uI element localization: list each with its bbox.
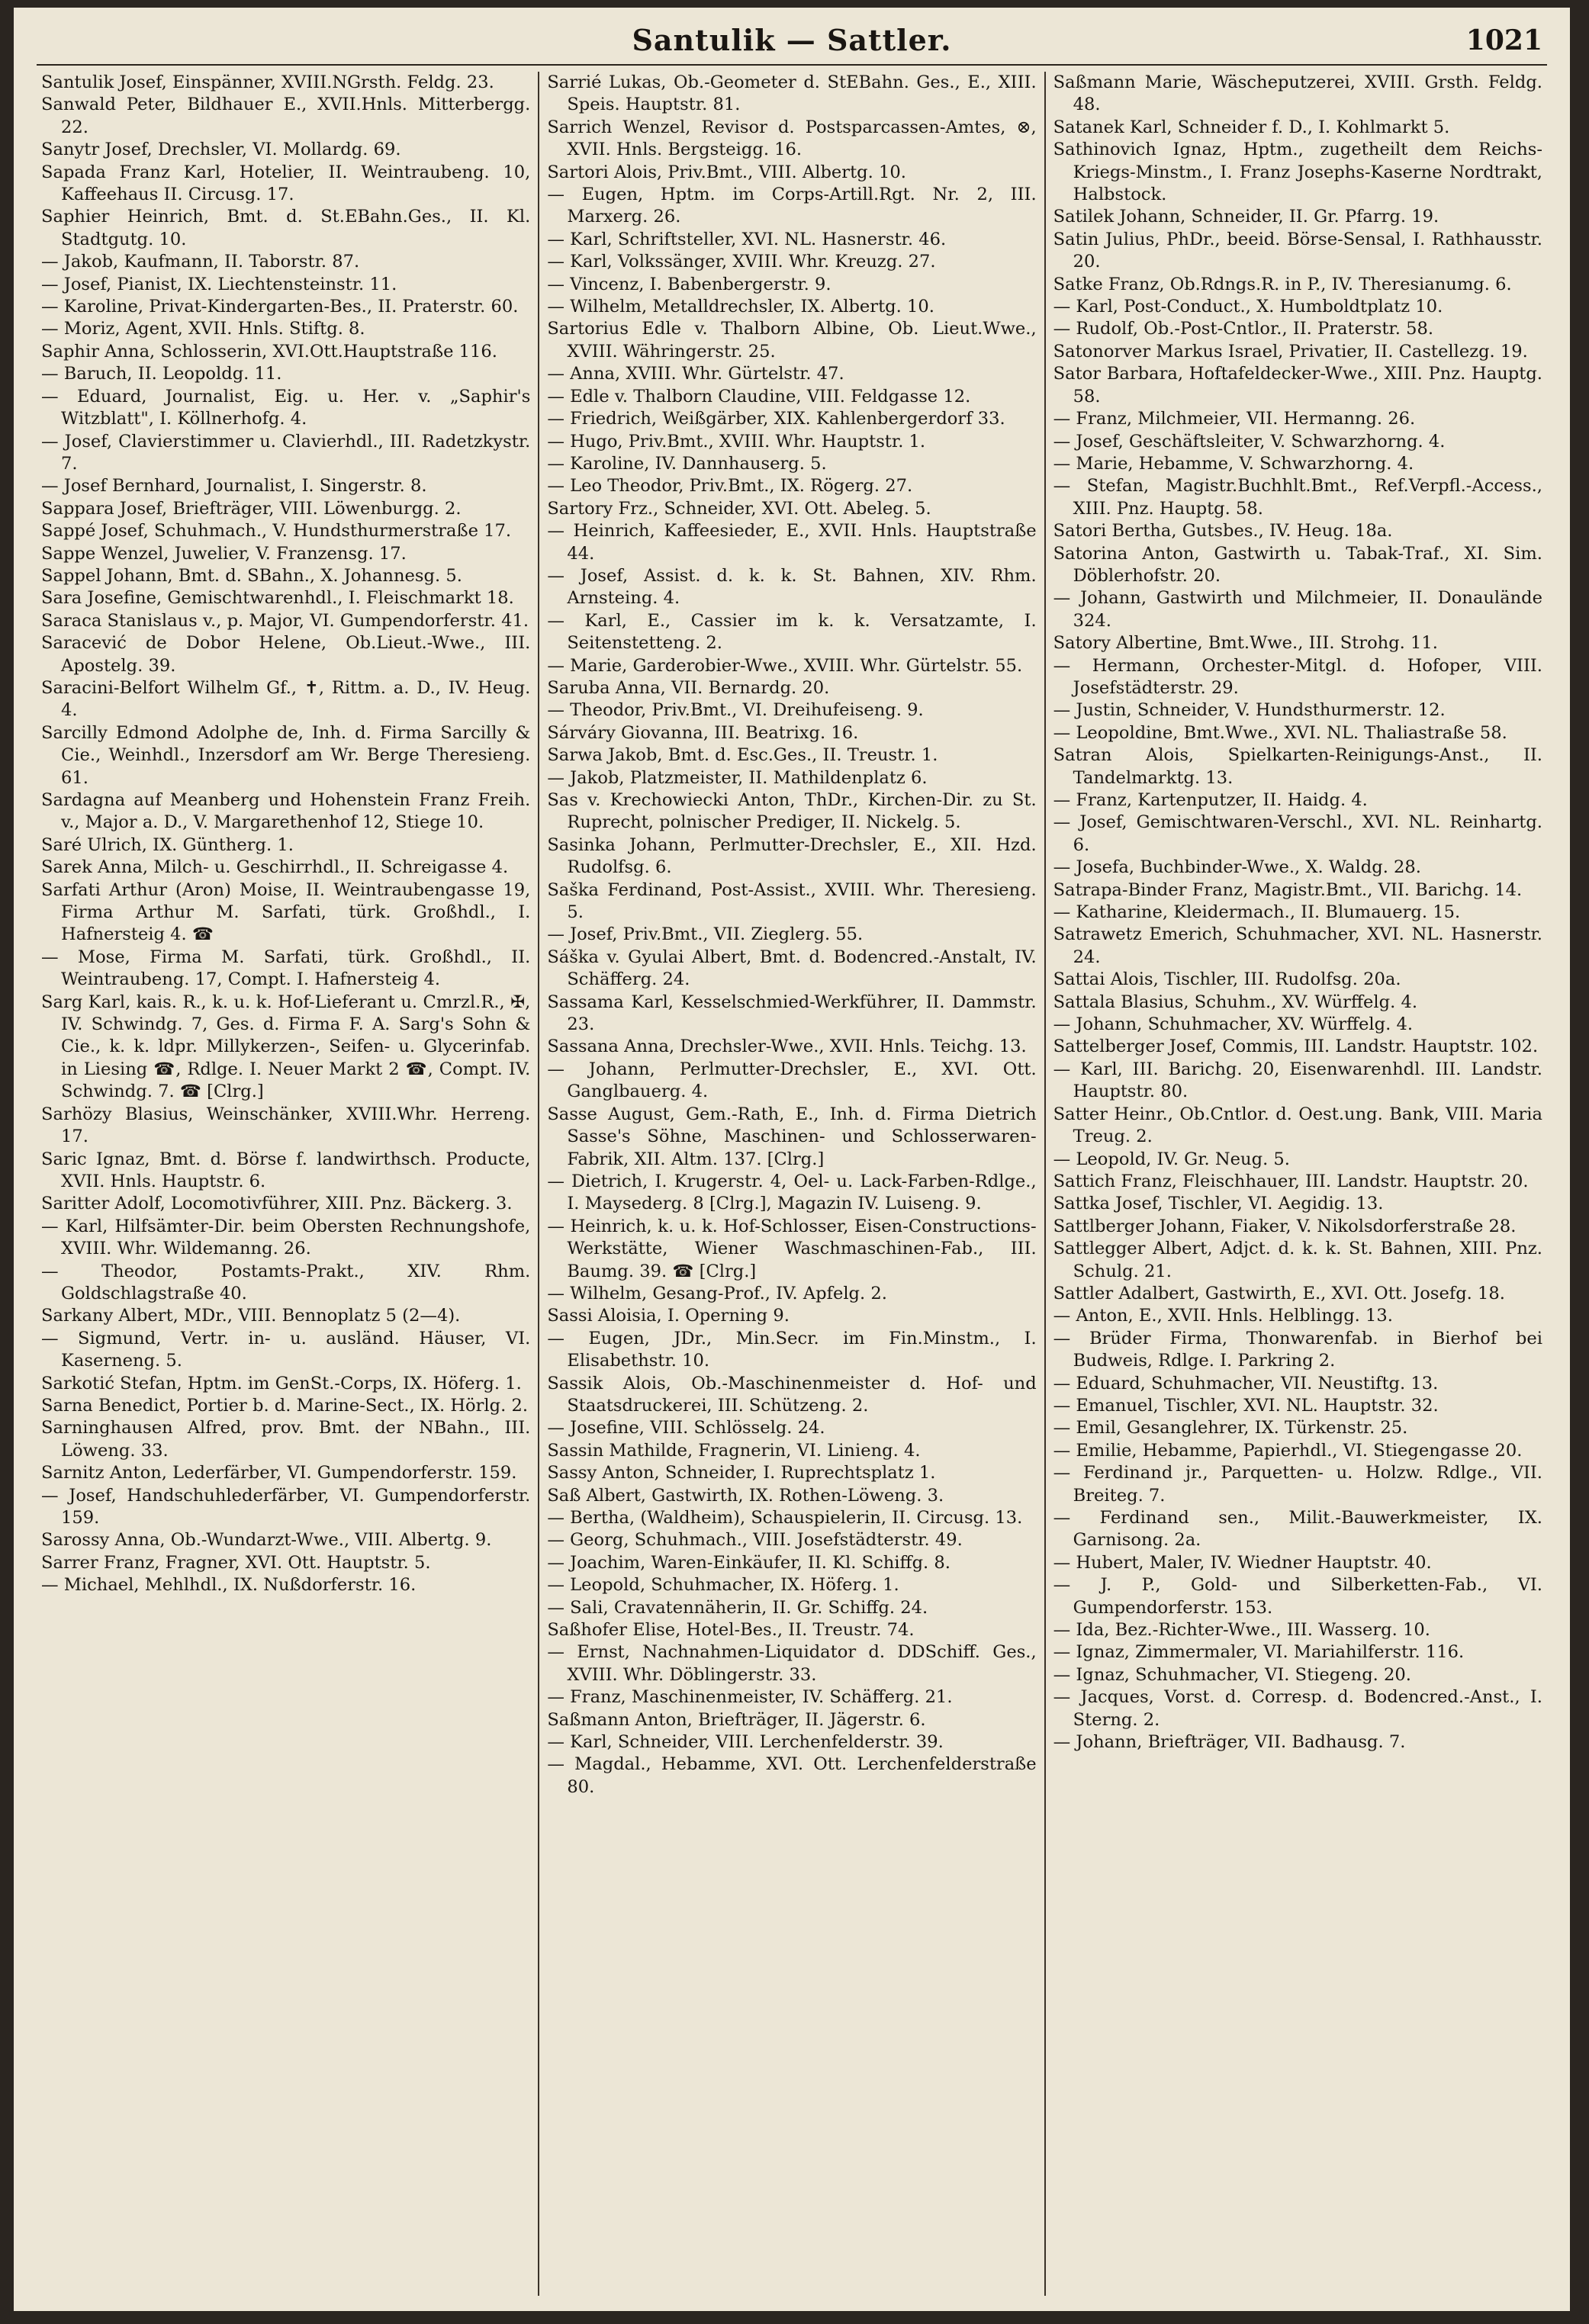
directory-entry: Saré Ulrich, IX. Güntherg. 1.: [41, 834, 294, 855]
directory-entry: Sarrié Lukas, Ob.-Geometer d. StEBahn. Ges., E., XIII. Speis. Hauptstr. 81.: [547, 72, 1037, 115]
directory-entry: Satory Albertine, Bmt.Wwe., III. Strohg. 11.: [1053, 633, 1438, 654]
directory-entry: Sarcilly Edmond Adolphe de, Inh. d. Firma Sarcilly & Cie., Weinhdl., Inzersdorf am Wr. Berge Theresieng. 61.: [41, 722, 531, 788]
directory-entry: — Johann, Gastwirth und Milchmeier, II. Donaulände 324.: [1053, 588, 1542, 631]
directory-entry: Saritter Adolf, Locomotivführer, XIII. Pnz. Bäckerg. 3.: [41, 1194, 513, 1214]
directory-entry: — Josef, Handschuhlederfärber, VI. Gumpendorferstr. 159.: [41, 1485, 531, 1528]
directory-entry: Saruba Anna, VII. Bernardg. 20.: [547, 677, 830, 698]
directory-entry: — Josef, Priv.Bmt., VII. Zieglerg. 55.: [547, 924, 864, 945]
directory-entry: — Wilhelm, Metalldrechsler, IX. Albertg. 10.: [547, 297, 934, 317]
directory-entry: — Katharine, Kleidermach., II. Blumauerg. 15.: [1053, 902, 1461, 923]
running-title: Santulik — Sattler.: [632, 23, 952, 57]
directory-entry: Sappel Johann, Bmt. d. SBahn., X. Johannesg. 5.: [41, 565, 462, 586]
directory-entry: — Jakob, Kaufmann, II. Taborstr. 87.: [41, 252, 360, 272]
directory-entry: Sassik Alois, Ob.-Maschinenmeister d. Hof- und Staatsdruckerei, III. Schützeng. 2.: [547, 1373, 1037, 1416]
directory-entry: — Karl, Post-Conduct., X. Humboldtplatz 10.: [1053, 297, 1443, 317]
directory-entry: Satrawetz Emerich, Schuhmacher, XVI. NL. Hasnerstr. 24.: [1053, 924, 1542, 967]
directory-entry: Saracini-Belfort Wilhelm Gf., ✝, Rittm. a. D., IV. Heug. 4.: [41, 677, 531, 721]
directory-entry: — J. P., Gold- und Silberketten-Fab., VI. Gumpendorferstr. 153.: [1053, 1575, 1542, 1618]
directory-entry: Sartori Alois, Priv.Bmt., VIII. Albertg. 10.: [547, 162, 906, 182]
directory-entry: Saraca Stanislaus v., p. Major, VI. Gumpendorferstr. 41.: [41, 610, 529, 631]
directory-entry: — Rudolf, Ob.-Post-Cntlor., II. Praterstr. 58.: [1053, 319, 1434, 339]
directory-entry: — Heinrich, k. u. k. Hof-Schlosser, Eisen-Constructions-Werkstätte, Wiener Waschmaschinen-Fab., III. Baumg. 39. ☎ [Clrg.]: [547, 1216, 1037, 1281]
directory-entry: Sarna Benedict, Portier b. d. Marine-Sect., IX. Hörlg. 2.: [41, 1395, 529, 1416]
directory-entry: Sassi Aloisia, I. Operning 9.: [547, 1306, 790, 1326]
directory-entry: Sárváry Giovanna, III. Beatrixg. 16.: [547, 722, 859, 743]
directory-entry: — Anna, XVIII. Whr. Gürtelstr. 47.: [547, 364, 844, 384]
directory-entry: — Josef, Assist. d. k. k. St. Bahnen, XIV. Rhm. Arnsteing. 4.: [547, 565, 1037, 609]
directory-entry: Sassama Karl, Kesselschmied-Werkführer, II. Dammstr. 23.: [547, 992, 1037, 1035]
directory-entry: Satter Heinr., Ob.Cntlor. d. Oest.ung. Bank, VIII. Maria Treug. 2.: [1053, 1104, 1542, 1147]
directory-entry: — Karoline, IV. Dannhauserg. 5.: [547, 453, 827, 474]
directory-entry: — Michael, Mehlhdl., IX. Nußdorferstr. 16.: [41, 1575, 417, 1596]
directory-entry: Saßmann Anton, Briefträger, II. Jägerstr. 6.: [547, 1709, 926, 1730]
directory-entry: Sathinovich Ignaz, Hptm., zugetheilt dem Reichs-Kriegs-Minstm., I. Franz Josephs-Kaserne Nordtrakt, Halbstock.: [1053, 140, 1542, 205]
directory-entry: — Wilhelm, Gesang-Prof., IV. Apfelg. 2.: [547, 1283, 887, 1303]
directory-entry: — Eugen, Hptm. im Corps-Artill.Rgt. Nr. 2, III. Marxerg. 26.: [547, 185, 1037, 227]
directory-entry: — Hermann, Orchester-Mitgl. d. Hofoper, VIII. Josefstädterstr. 29.: [1053, 655, 1542, 698]
directory-entry: — Josefa, Buchbinder-Wwe., X. Waldg. 28.: [1053, 857, 1421, 878]
directory-entry: — Karl, E., Cassier im k. k. Versatzamte, I. Seitenstetteng. 2.: [547, 610, 1037, 654]
directory-entry: — Ida, Bez.-Richter-Wwe., III. Wasserg. 10.: [1053, 1620, 1430, 1641]
directory-entry: Sassin Mathilde, Fragnerin, VI. Linieng. 4.: [547, 1440, 921, 1461]
directory-entry: — Moriz, Agent, XVII. Hnls. Stiftg. 8.: [41, 319, 365, 339]
directory-entry: — Hubert, Maler, IV. Wiedner Hauptstr. 40.: [1053, 1552, 1432, 1573]
directory-entry: — Leopold, Schuhmacher, IX. Höferg. 1.: [547, 1575, 899, 1596]
directory-entry: — Friedrich, Weißgärber, XIX. Kahlenbergerdorf 33.: [547, 409, 1005, 429]
directory-entry: Sarwa Jakob, Bmt. d. Esc.Ges., II. Treustr. 1.: [547, 745, 938, 766]
directory-entry: Saracević de Dobor Helene, Ob.Lieut.-Wwe., III. Apostelg. 39.: [41, 633, 531, 676]
directory-entry: — Josef, Gemischtwaren-Verschl., XVI. NL. Reinhartg. 6.: [1053, 812, 1542, 855]
directory-entry: Sattelberger Josef, Commis, III. Landstr. Hauptstr. 102.: [1053, 1037, 1539, 1057]
directory-entry: — Johann, Perlmutter-Drechsler, E., XVI. Ott. Ganglbauerg. 4.: [547, 1059, 1037, 1102]
directory-entry: — Baruch, II. Leopoldg. 11.: [41, 364, 282, 384]
directory-entry: Sarrer Franz, Fragner, XVI. Ott. Hauptstr. 5.: [41, 1552, 431, 1573]
directory-entry: Sas v. Krechowiecki Anton, ThDr., Kirchen-Dir. zu St. Ruprecht, polnischer Prediger, II. Nickelg. 5.: [547, 790, 1037, 833]
directory-entry: Satori Bertha, Gutsbes., IV. Heug. 18a.: [1053, 521, 1393, 542]
directory-entry: — Eduard, Schuhmacher, VII. Neustiftg. 13.: [1053, 1373, 1439, 1393]
directory-entry: Satilek Johann, Schneider, II. Gr. Pfarrg. 19.: [1053, 207, 1439, 227]
directory-entry: — Dietrich, I. Krugerstr. 4, Oel- u. Lack-Farben-Rdlge., I. Maysederg. 8 [Clrg.], Magazin IV. Luiseng. 9.: [547, 1171, 1037, 1214]
directory-entry: — Georg, Schuhmach., VIII. Josefstädterstr. 49.: [547, 1530, 963, 1551]
directory-entry: — Theodor, Priv.Bmt., VI. Dreihufeiseng. 9.: [547, 700, 924, 721]
directory-entry: Saßhofer Elise, Hotel-Bes., II. Treustr. 74.: [547, 1620, 915, 1641]
directory-entry: Saßmann Marie, Wäscheputzerei, XVIII. Grsth. Feldg. 48.: [1053, 72, 1542, 115]
directory-entry: — Karl, Schriftsteller, XVI. NL. Hasnerstr. 46.: [547, 229, 947, 249]
directory-columns: [34, 72, 1550, 2296]
directory-entry: Santulik Josef, Einspänner, XVIII.NGrsth. Feldg. 23.: [41, 72, 494, 92]
directory-entry: Sattlberger Johann, Fiaker, V. Nikolsdorferstraße 28.: [1053, 1216, 1517, 1236]
directory-entry: — Edle v. Thalborn Claudine, VIII. Feldgasse 12.: [547, 386, 971, 407]
directory-entry: — Vincenz, I. Babenbergerstr. 9.: [547, 274, 831, 294]
directory-entry: Sarnitz Anton, Lederfärber, VI. Gumpendorferstr. 159.: [41, 1463, 517, 1483]
directory-entry: Sattala Blasius, Schuhm., XV. Würffelg. 4.: [1053, 992, 1418, 1012]
directory-entry: — Stefan, Magistr.Buchhlt.Bmt., Ref.Verpfl.-Access., XIII. Pnz. Hauptg. 58.: [1053, 476, 1542, 519]
directory-entry: — Joachim, Waren-Einkäufer, II. Kl. Schiffg. 8.: [547, 1552, 951, 1573]
directory-entry: Satke Franz, Ob.Rdngs.R. in P., IV. Theresianumg. 6.: [1053, 274, 1512, 294]
directory-entry: — Josef, Geschäftsleiter, V. Schwarzhorng. 4.: [1053, 431, 1446, 452]
directory-entry: Sara Josefine, Gemischtwarenhdl., I. Fleischmarkt 18.: [41, 588, 514, 609]
directory-entry: Satanek Karl, Schneider f. D., I. Kohlmarkt 5.: [1053, 117, 1450, 137]
column-middle: [538, 72, 1044, 2296]
directory-entry: — Johann, Briefträger, VII. Badhausg. 7.: [1053, 1732, 1406, 1753]
directory-entry: Sanytr Josef, Drechsler, VI. Mollardg. 69.: [41, 140, 401, 160]
directory-entry: Sappe Wenzel, Juwelier, V. Franzensg. 17.: [41, 543, 407, 564]
directory-entry: — Anton, E., XVII. Hnls. Helblingg. 13.: [1053, 1306, 1393, 1326]
directory-entry: Sarkany Albert, MDr., VIII. Bennoplatz 5 (2—4).: [41, 1306, 461, 1326]
directory-entry: Sappé Josef, Schuhmach., V. Hundsthurmerstraße 17.: [41, 521, 512, 542]
page-header: [37, 18, 1547, 66]
directory-entry: — Eugen, JDr., Min.Secr. im Fin.Minstm., I. Elisabethstr. 10.: [547, 1328, 1037, 1371]
directory-entry: — Emanuel, Tischler, XVI. NL. Hauptstr. 32.: [1053, 1395, 1439, 1416]
directory-entry: — Sali, Cravatennäherin, II. Gr. Schiffg. 24.: [547, 1597, 928, 1618]
directory-entry: Sattka Josef, Tischler, VI. Aegidig. 13.: [1053, 1194, 1384, 1214]
directory-entry: — Josef, Pianist, IX. Liechtensteinstr. 11.: [41, 274, 397, 294]
directory-entry: Sartory Frz., Schneider, XVI. Ott. Abeleg. 5.: [547, 498, 931, 519]
directory-entry: — Heinrich, Kaffeesieder, E., XVII. Hnls. Hauptstraße 44.: [547, 521, 1037, 564]
directory-entry: — Josef Bernhard, Journalist, I. Singerstr. 8.: [41, 476, 427, 497]
directory-entry: — Ferdinand jr., Parquetten- u. Holzw. Rdlge., VII. Breiteg. 7.: [1053, 1463, 1542, 1506]
directory-entry: Sarhözy Blasius, Weinschänker, XVIII.Whr. Herreng. 17.: [41, 1104, 531, 1147]
directory-entry: Sassana Anna, Drechsler-Wwe., XVII. Hnls. Teichg. 13.: [547, 1037, 1027, 1057]
directory-entry: Saß Albert, Gastwirth, IX. Rothen-Löweng. 3.: [547, 1485, 944, 1506]
directory-entry: — Ignaz, Schuhmacher, VI. Stiegeng. 20.: [1053, 1664, 1411, 1685]
directory-entry: — Leopold, IV. Gr. Neug. 5.: [1053, 1149, 1290, 1169]
directory-entry: — Jacques, Vorst. d. Corresp. d. Bodencred.-Anst., I. Sterng. 2.: [1053, 1687, 1542, 1730]
directory-entry: — Karoline, Privat-Kindergarten-Bes., II. Praterstr. 60.: [41, 297, 519, 317]
directory-entry: Satran Alois, Spielkarten-Reinigungs-Anst., II. Tandelmarktg. 13.: [1053, 745, 1542, 788]
directory-entry: — Justin, Schneider, V. Hundsthurmerstr. 12.: [1053, 700, 1446, 721]
directory-entry: — Hugo, Priv.Bmt., XVIII. Whr. Hauptstr. 1.: [547, 431, 926, 452]
directory-entry: — Marie, Garderobier-Wwe., XVIII. Whr. Gürtelstr. 55.: [547, 655, 1023, 676]
directory-entry: Satrapa-Binder Franz, Magistr.Bmt., VII. Barichg. 14.: [1053, 879, 1523, 900]
directory-entry: — Franz, Maschinenmeister, IV. Schäfferg. 21.: [547, 1687, 953, 1708]
directory-entry: Sattai Alois, Tischler, III. Rudolfsg. 20a.: [1053, 969, 1401, 990]
directory-entry: Sappara Josef, Briefträger, VIII. Löwenburgg. 2.: [41, 498, 462, 519]
directory-entry: — Marie, Hebamme, V. Schwarzhorng. 4.: [1053, 453, 1414, 474]
directory-entry: — Leopoldine, Bmt.Wwe., XVI. NL. Thaliastraße 58.: [1053, 722, 1507, 743]
directory-entry: — Leo Theodor, Priv.Bmt., IX. Rögerg. 27.: [547, 476, 913, 497]
directory-page: [14, 8, 1570, 2311]
directory-entry: — Franz, Kartenputzer, II. Haidg. 4.: [1053, 790, 1368, 810]
directory-entry: Sarrich Wenzel, Revisor d. Postsparcassen-Amtes, ⊗, XVII. Hnls. Bergsteigg. 16.: [547, 117, 1037, 160]
directory-entry: Sarninghausen Alfred, prov. Bmt. der NBahn., III. Löweng. 33.: [41, 1418, 531, 1461]
directory-entry: — Theodor, Postamts-Prakt., XIV. Rhm. Goldschlagstraße 40.: [41, 1261, 531, 1303]
directory-entry: — Karl, Hilfsämter-Dir. beim Obersten Rechnungshofe, XVIII. Whr. Wildemanng. 26.: [41, 1216, 531, 1259]
directory-entry: Sartorius Edle v. Thalborn Albine, Ob. Lieut.Wwe., XVIII. Währingerstr. 25.: [547, 319, 1037, 362]
directory-entry: Sapada Franz Karl, Hotelier, II. Weintraubeng. 10, Kaffeehaus II. Circusg. 17.: [41, 162, 531, 205]
directory-entry: Saric Ignaz, Bmt. d. Börse f. landwirthsch. Producte, XVII. Hnls. Hauptstr. 6.: [41, 1149, 531, 1191]
directory-entry: Satin Julius, PhDr., beeid. Börse-Sensal, I. Rathhausstr. 20.: [1053, 229, 1542, 272]
directory-entry: — Magdal., Hebamme, XVI. Ott. Lerchenfelderstraße 80.: [547, 1754, 1037, 1797]
directory-entry: Sanwald Peter, Bildhauer E., XVII.Hnls. Mitterbergg. 22.: [41, 95, 531, 137]
directory-entry: — Bertha, (Waldheim), Schauspielerin, II. Circusg. 13.: [547, 1508, 1023, 1528]
directory-entry: — Ignaz, Zimmermaler, VI. Mariahilferstr. 116.: [1053, 1642, 1465, 1663]
directory-entry: Sarossy Anna, Ob.-Wundarzt-Wwe., VIII. Albertg. 9.: [41, 1530, 492, 1551]
directory-entry: — Josef, Clavierstimmer u. Clavierhdl., III. Radetzkystr. 7.: [41, 431, 531, 474]
directory-entry: Sasinka Johann, Perlmutter-Drechsler, E., XII. Hzd. Rudolfsg. 6.: [547, 834, 1037, 878]
directory-entry: Sattich Franz, Fleischhauer, III. Landstr. Hauptstr. 20.: [1053, 1171, 1529, 1191]
directory-entry: — Karl, Schneider, VIII. Lerchenfelderstr. 39.: [547, 1732, 944, 1753]
directory-entry: Saška Ferdinand, Post-Assist., XVIII. Whr. Theresieng. 5.: [547, 879, 1037, 923]
directory-entry: — Franz, Milchmeier, VII. Hermanng. 26.: [1053, 409, 1416, 429]
directory-entry: Sasse August, Gem.-Rath, E., Inh. d. Firma Dietrich Sasse's Söhne, Maschinen- und Schlosserwaren-Fabrik, XII. Altm. 137. [Clrg.]: [547, 1104, 1037, 1169]
directory-entry: Saphier Heinrich, Bmt. d. St.EBahn.Ges., II. Kl. Stadtgutg. 10.: [41, 207, 531, 249]
directory-entry: — Ernst, Nachnahmen-Liquidator d. DDSchiff. Ges., XVIII. Whr. Döblingerstr. 33.: [547, 1642, 1037, 1685]
directory-entry: — Ferdinand sen., Milit.-Bauwerkmeister, IX. Garnisong. 2a.: [1053, 1508, 1542, 1551]
directory-entry: — Emilie, Hebamme, Papierhdl., VI. Stiegengasse 20.: [1053, 1440, 1523, 1461]
directory-entry: Sassy Anton, Schneider, I. Ruprechtsplatz 1.: [547, 1463, 936, 1483]
directory-entry: — Jakob, Platzmeister, II. Mathildenplatz 6.: [547, 767, 928, 788]
directory-entry: Saphir Anna, Schlosserin, XVI.Ott.Hauptstraße 116.: [41, 341, 497, 362]
column-left: [34, 72, 538, 2296]
directory-entry: — Brüder Firma, Thonwarenfab. in Bierhof bei Budweis, Rdlge. I. Parkring 2.: [1053, 1328, 1542, 1371]
directory-entry: — Emil, Gesanglehrer, IX. Türkenstr. 25.: [1053, 1418, 1408, 1438]
directory-entry: — Sigmund, Vertr. in- u. ausländ. Häuser, VI. Kaserneng. 5.: [41, 1328, 531, 1371]
directory-entry: Sattlegger Albert, Adjct. d. k. k. St. Bahnen, XIII. Pnz. Schulg. 21.: [1053, 1239, 1542, 1281]
directory-entry: Satonorver Markus Israel, Privatier, II. Castellezg. 19.: [1053, 341, 1528, 362]
column-right: [1044, 72, 1550, 2296]
directory-entry: Sator Barbara, Hoftafeldecker-Wwe., XIII. Pnz. Hauptg. 58.: [1053, 364, 1542, 407]
directory-entry: — Josefine, VIII. Schlösselg. 24.: [547, 1418, 825, 1438]
directory-entry: — Karl, III. Barichg. 20, Eisenwarenhdl. III. Landstr. Hauptstr. 80.: [1053, 1059, 1542, 1102]
directory-entry: — Mose, Firma M. Sarfati, türk. Großhdl., II. Weintraubeng. 17, Compt. I. Hafnersteig 4.: [41, 947, 531, 990]
directory-entry: Sarek Anna, Milch- u. Geschirrhdl., II. Schreigasse 4.: [41, 857, 509, 878]
directory-entry: — Johann, Schuhmacher, XV. Würffelg. 4.: [1053, 1014, 1414, 1035]
directory-entry: Sardagna auf Meanberg und Hohenstein Franz Freih. v., Major a. D., V. Margarethenhof 12, Stiege 10.: [41, 790, 531, 833]
directory-entry: — Karl, Volkssänger, XVIII. Whr. Kreuzg. 27.: [547, 252, 936, 272]
directory-entry: — Eduard, Journalist, Eig. u. Her. v. „Saphir's Witzblatt", I. Köllnerhofg. 4.: [41, 386, 531, 429]
directory-entry: Satorina Anton, Gastwirth u. Tabak-Traf., XI. Sim. Döblerhofstr. 20.: [1053, 543, 1542, 586]
directory-entry: Sarfati Arthur (Aron) Moise, II. Weintraubengasse 19, Firma Arthur M. Sarfati, türk. Großhdl., I. Hafnersteig 4. ☎: [41, 879, 531, 945]
directory-entry: Sarg Karl, kais. R., k. u. k. Hof-Lieferant u. Cmrzl.R., ✠, IV. Schwindg. 7, Ges. d. Firma F. A. Sarg's Sohn & Cie., k. k. ldpr. Millykerzen-, Seifen- u. Glycerinfab. in Liesing ☎, Rdlge. I. Neuer Markt 2 ☎, Compt. IV. Schwindg. 7. ☎ [Clrg.]: [41, 992, 531, 1102]
directory-entry: Sáška v. Gyulai Albert, Bmt. d. Bodencred.-Anstalt, IV. Schäfferg. 24.: [547, 947, 1037, 990]
directory-entry: Sarkotić Stefan, Hptm. im GenSt.-Corps, IX. Höferg. 1.: [41, 1373, 522, 1393]
directory-entry: Sattler Adalbert, Gastwirth, E., XVI. Ott. Josefg. 18.: [1053, 1283, 1505, 1303]
page-number: 1021: [1465, 24, 1542, 56]
